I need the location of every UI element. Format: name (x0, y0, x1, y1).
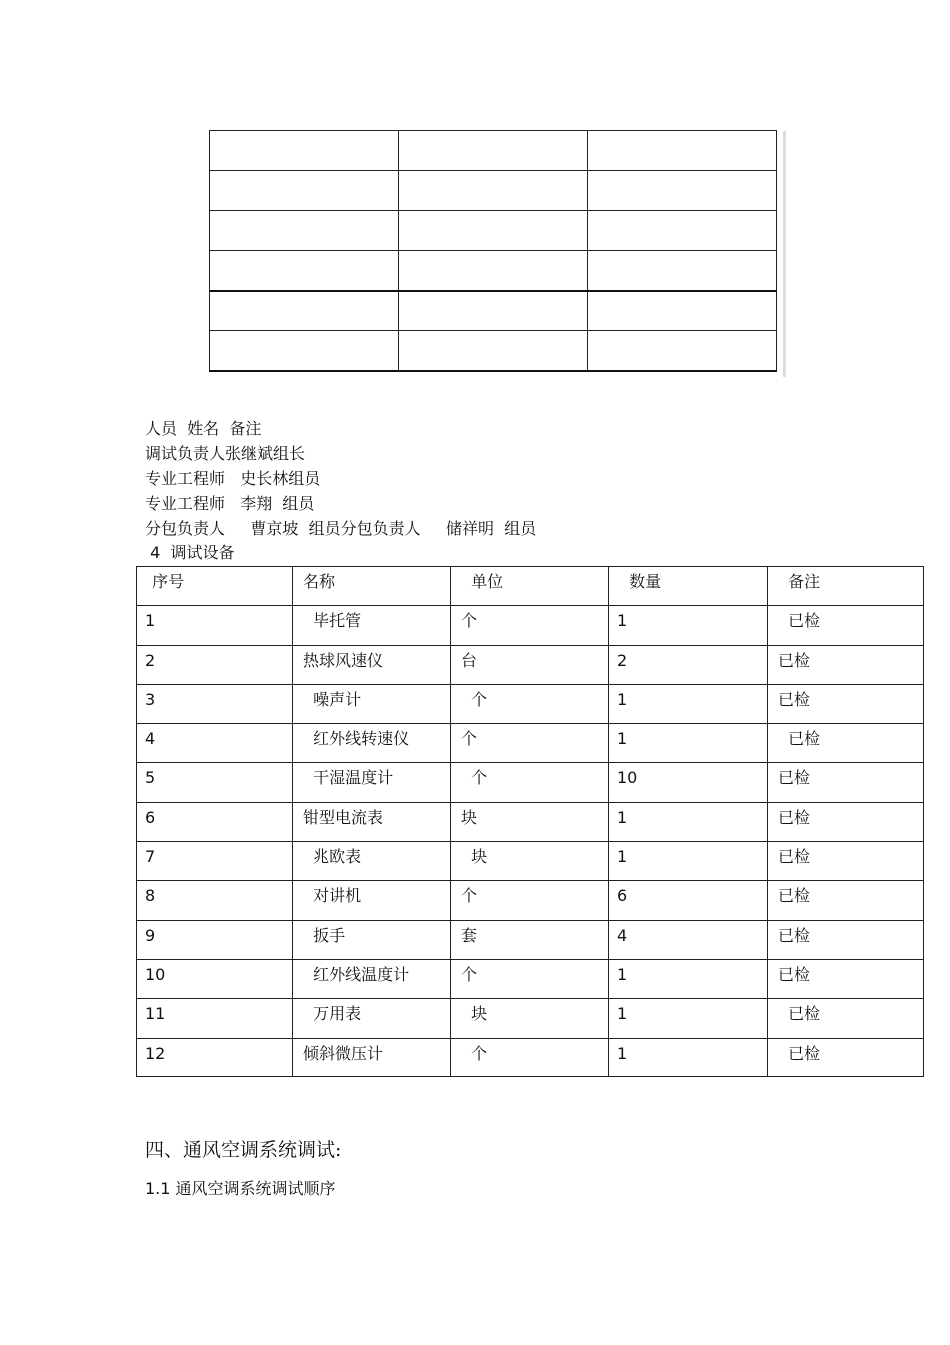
name-cell: 万用表 (293, 999, 451, 1038)
empty-cell (399, 211, 588, 251)
empty-table-row (210, 291, 777, 331)
serial-cell: 6 (137, 802, 293, 841)
table-row (137, 724, 924, 763)
header-unit-cell: 单位 (451, 567, 609, 606)
remark-cell: 已检 (768, 724, 924, 763)
table-row (137, 606, 924, 645)
serial-cell: 5 (137, 763, 293, 802)
serial-cell: 1 (137, 606, 293, 645)
personnel-line: 专业工程师 史长林组员 (145, 469, 321, 488)
serial-cell: 12 (137, 1038, 293, 1076)
empty-cell (210, 291, 399, 331)
quantity-cell: 1 (609, 1038, 768, 1076)
name-cell: 毕托管 (293, 606, 451, 645)
unit-cell: 个 (451, 606, 609, 645)
empty-table-row (210, 131, 777, 171)
table-row (137, 959, 924, 998)
remark-cell: 已检 (768, 881, 924, 920)
remark-cell: 已检 (768, 684, 924, 723)
empty-cell (210, 171, 399, 211)
quantity-cell: 6 (609, 881, 768, 920)
equipment-table (136, 566, 924, 1077)
table-row (137, 684, 924, 723)
empty-table-row (210, 211, 777, 251)
equipment-section-title: 4 调试设备 (145, 543, 235, 562)
serial-cell: 2 (137, 645, 293, 684)
remark-cell: 已检 (768, 842, 924, 881)
unit-cell: 块 (451, 802, 609, 841)
empty-cell (399, 251, 588, 291)
empty-cell (588, 171, 777, 211)
table-header-row (137, 567, 924, 606)
table-row (137, 802, 924, 841)
name-cell: 扳手 (293, 920, 451, 959)
remark-cell: 已检 (768, 763, 924, 802)
quantity-cell: 1 (609, 606, 768, 645)
empty-table-row (210, 171, 777, 211)
quantity-cell: 4 (609, 920, 768, 959)
table-shadow (783, 131, 786, 377)
table-row (137, 645, 924, 684)
empty-cell (210, 251, 399, 291)
remark-cell: 已检 (768, 645, 924, 684)
personnel-line: 专业工程师 李翔 组员 (145, 494, 315, 513)
remark-cell: 已检 (768, 1038, 924, 1076)
name-cell: 兆欧表 (293, 842, 451, 881)
unit-cell: 个 (451, 684, 609, 723)
quantity-cell: 1 (609, 999, 768, 1038)
empty-cell (210, 131, 399, 171)
quantity-cell: 1 (609, 684, 768, 723)
name-cell: 钳型电流表 (293, 802, 451, 841)
unit-cell: 块 (451, 842, 609, 881)
quantity-cell: 1 (609, 842, 768, 881)
empty-cell (588, 331, 777, 371)
remark-cell: 已检 (768, 920, 924, 959)
empty-cell (210, 211, 399, 251)
name-cell: 干湿温度计 (293, 763, 451, 802)
section-heading: 四、通风空调系统调试: (145, 1139, 342, 1161)
table-row (137, 1038, 924, 1076)
quantity-cell: 1 (609, 724, 768, 763)
header-serial-cell: 序号 (137, 567, 293, 606)
unit-cell: 台 (451, 645, 609, 684)
personnel-header: 人员 姓名 备注 (145, 419, 262, 438)
empty-cell (588, 251, 777, 291)
remark-cell: 已检 (768, 959, 924, 998)
name-cell: 倾斜微压计 (293, 1038, 451, 1076)
serial-cell: 7 (137, 842, 293, 881)
remark-cell: 已检 (768, 999, 924, 1038)
serial-cell: 3 (137, 684, 293, 723)
header-remark-cell: 备注 (768, 567, 924, 606)
remark-cell: 已检 (768, 606, 924, 645)
empty-cell (588, 291, 777, 331)
sub-heading: 1.1 通风空调系统调试顺序 (145, 1179, 336, 1198)
table-row (137, 763, 924, 802)
table-row (137, 881, 924, 920)
empty-table-row (210, 251, 777, 291)
unit-cell: 个 (451, 724, 609, 763)
quantity-cell: 2 (609, 645, 768, 684)
empty-table (209, 130, 777, 372)
empty-cell (588, 211, 777, 251)
unit-cell: 个 (451, 881, 609, 920)
serial-cell: 9 (137, 920, 293, 959)
name-cell: 对讲机 (293, 881, 451, 920)
serial-cell: 10 (137, 959, 293, 998)
unit-cell: 块 (451, 999, 609, 1038)
table-row (137, 920, 924, 959)
name-cell: 噪声计 (293, 684, 451, 723)
name-cell: 红外线温度计 (293, 959, 451, 998)
serial-cell: 4 (137, 724, 293, 763)
remark-cell: 已检 (768, 802, 924, 841)
empty-cell (210, 331, 399, 371)
empty-cell (399, 171, 588, 211)
serial-cell: 11 (137, 999, 293, 1038)
unit-cell: 个 (451, 763, 609, 802)
personnel-line: 调试负责人张继斌组长 (145, 444, 306, 463)
empty-table-row (210, 331, 777, 371)
header-name-cell: 名称 (293, 567, 451, 606)
quantity-cell: 10 (609, 763, 768, 802)
empty-cell (588, 131, 777, 171)
unit-cell: 个 (451, 1038, 609, 1076)
empty-cell (399, 131, 588, 171)
unit-cell: 套 (451, 920, 609, 959)
personnel-line: 分包负责人 曹京坡 组员分包负责人 储祥明 组员 (145, 519, 537, 538)
table-row (137, 842, 924, 881)
serial-cell: 8 (137, 881, 293, 920)
table-row (137, 999, 924, 1038)
name-cell: 红外线转速仪 (293, 724, 451, 763)
quantity-cell: 1 (609, 802, 768, 841)
quantity-cell: 1 (609, 959, 768, 998)
name-cell: 热球风速仪 (293, 645, 451, 684)
unit-cell: 个 (451, 959, 609, 998)
empty-cell (399, 291, 588, 331)
header-quantity-cell: 数量 (609, 567, 768, 606)
empty-cell (399, 331, 588, 371)
